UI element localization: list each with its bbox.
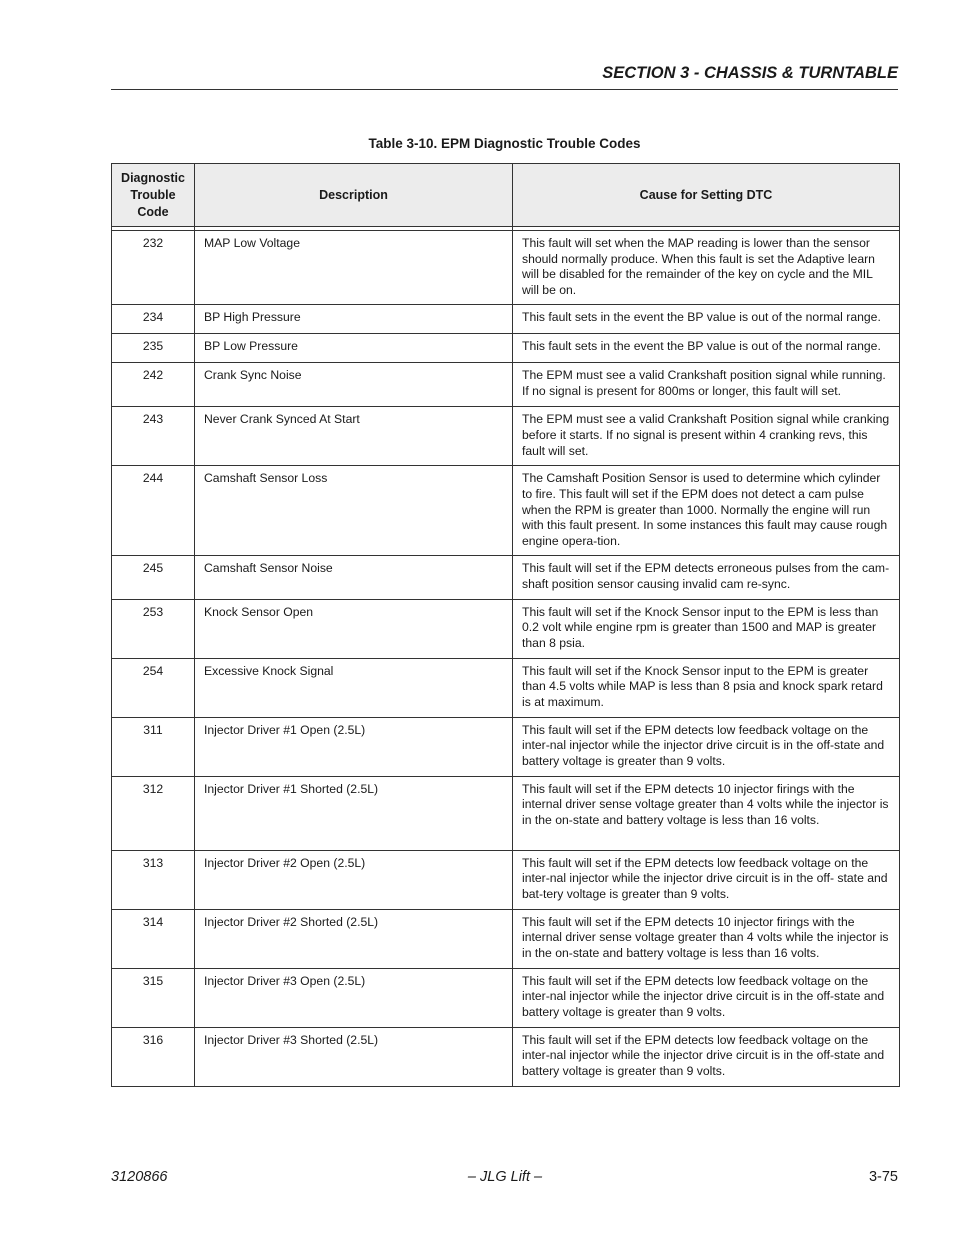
footer-brand: – JLG Lift – — [467, 1169, 543, 1185]
dtc-description: MAP Low Voltage — [195, 231, 513, 305]
table-row — [112, 305, 900, 334]
table-row — [112, 717, 900, 776]
dtc-description: Injector Driver #1 Open (2.5L) — [195, 717, 513, 776]
dtc-description: Knock Sensor Open — [195, 599, 513, 658]
dtc-cause: This fault will set if the EPM detects low feedback voltage on the inter-nal injector while the injector drive circuit is in the off-state and battery voltage is greater than 9 volts. — [513, 1027, 900, 1086]
dtc-cause: This fault will set if the Knock Sensor input to the EPM is less than 0.2 volt while engine rpm is greater than 1500 and MAP is greater than 8 psia. — [513, 599, 900, 658]
header-divider — [111, 89, 898, 90]
dtc-table — [111, 163, 900, 1087]
dtc-code: 234 — [112, 305, 195, 334]
table-caption: Table 3-10. EPM Diagnostic Trouble Codes — [368, 136, 641, 151]
table-row — [112, 466, 900, 556]
dtc-cause: This fault will set if the Knock Sensor input to the EPM is greater than 4.5 volts while MAP is less than 8 psia and knock spark retard is at maximum. — [513, 658, 900, 717]
dtc-code: 311 — [112, 717, 195, 776]
dtc-cause: This fault will set if the EPM detects 10 injector firings with the internal driver sense voltage greater than 4 volts while the injector is in the on-state and battery voltage is less than 16 volts. — [513, 776, 900, 850]
dtc-code: 316 — [112, 1027, 195, 1086]
table-row — [112, 599, 900, 658]
dtc-description: Injector Driver #2 Open (2.5L) — [195, 850, 513, 909]
column-header-code: Diagnostic Trouble Code — [112, 164, 195, 227]
dtc-description: Never Crank Synced At Start — [195, 407, 513, 466]
dtc-code: 235 — [112, 334, 195, 363]
dtc-description: Injector Driver #1 Shorted (2.5L) — [195, 776, 513, 850]
dtc-cause: The EPM must see a valid Crankshaft position signal while running. If no signal is present for 800ms or longer, this fault will set. — [513, 363, 900, 407]
dtc-cause: The Camshaft Position Sensor is used to determine which cylinder to fire. This fault will set if the EPM does not detect a cam pulse when the RPM is greater than 1000. Normally the engine will run with this fault present. In some instances this fault may cause rough engine opera-tion. — [513, 466, 900, 556]
dtc-description: BP Low Pressure — [195, 334, 513, 363]
dtc-code: 242 — [112, 363, 195, 407]
table-row — [112, 334, 900, 363]
dtc-description: Crank Sync Noise — [195, 363, 513, 407]
table-row — [112, 909, 900, 968]
dtc-cause: This fault will set if the EPM detects low feedback voltage on the inter-nal injector while the injector drive circuit is in the off-state and battery voltage is greater than 9 volts. — [513, 968, 900, 1027]
table-row — [112, 231, 900, 305]
dtc-cause: This fault will set if the EPM detects erroneous pulses from the cam-shaft position sensor causing invalid cam re-sync. — [513, 556, 900, 599]
table-body — [112, 231, 900, 1087]
dtc-code: 254 — [112, 658, 195, 717]
table-row — [112, 1027, 900, 1086]
dtc-code: 314 — [112, 909, 195, 968]
dtc-description: Injector Driver #3 Open (2.5L) — [195, 968, 513, 1027]
dtc-code: 232 — [112, 231, 195, 305]
dtc-cause: This fault sets in the event the BP value is out of the normal range. — [513, 334, 900, 363]
table-row — [112, 776, 900, 850]
table-row — [112, 363, 900, 407]
dtc-code: 313 — [112, 850, 195, 909]
dtc-cause: This fault will set if the EPM detects low feedback voltage on the inter-nal injector while the injector drive circuit is in the off- state and bat-tery voltage is greater than 9 volts. — [513, 850, 900, 909]
page-number: 3-75 — [868, 1169, 898, 1185]
dtc-cause: This fault will set if the EPM detects low feedback voltage on the inter-nal injector while the injector drive circuit is in the off-state and battery voltage is greater than 9 volts. — [513, 717, 900, 776]
dtc-code: 243 — [112, 407, 195, 466]
dtc-description: Camshaft Sensor Noise — [195, 556, 513, 599]
dtc-code: 315 — [112, 968, 195, 1027]
dtc-code: 253 — [112, 599, 195, 658]
table-row — [112, 658, 900, 717]
table-row — [112, 850, 900, 909]
dtc-description: Camshaft Sensor Loss — [195, 466, 513, 556]
dtc-cause: The EPM must see a valid Crankshaft Position signal while cranking before it starts. If no signal is present within 4 cranking revs, this fault will set. — [513, 407, 900, 466]
column-header-cause: Cause for Setting DTC — [513, 164, 900, 227]
column-header-description: Description — [195, 164, 513, 227]
table-row — [112, 968, 900, 1027]
dtc-cause: This fault will set when the MAP reading is lower than the sensor should normally produce. When this fault is set the Adaptive learn will be disabled for the remainder of the key on cycle and the MIL will be on. — [513, 231, 900, 305]
table-header-row — [112, 164, 900, 227]
dtc-code: 245 — [112, 556, 195, 599]
section-title: SECTION 3 - CHASSIS & TURNTABLE — [602, 64, 898, 82]
dtc-cause: This fault will set if the EPM detects 10 injector firings with the internal driver sense voltage greater than 4 volts while the injector is in the on-state and battery voltage is less than 16 volts. — [513, 909, 900, 968]
dtc-code: 244 — [112, 466, 195, 556]
dtc-description: Excessive Knock Signal — [195, 658, 513, 717]
dtc-description: Injector Driver #2 Shorted (2.5L) — [195, 909, 513, 968]
dtc-table-container — [111, 163, 899, 1087]
dtc-description: BP High Pressure — [195, 305, 513, 334]
dtc-description: Injector Driver #3 Shorted (2.5L) — [195, 1027, 513, 1086]
dtc-code: 312 — [112, 776, 195, 850]
table-row — [112, 407, 900, 466]
document-number: 3120866 — [111, 1169, 168, 1185]
dtc-cause: This fault sets in the event the BP value is out of the normal range. — [513, 305, 900, 334]
table-row — [112, 556, 900, 599]
